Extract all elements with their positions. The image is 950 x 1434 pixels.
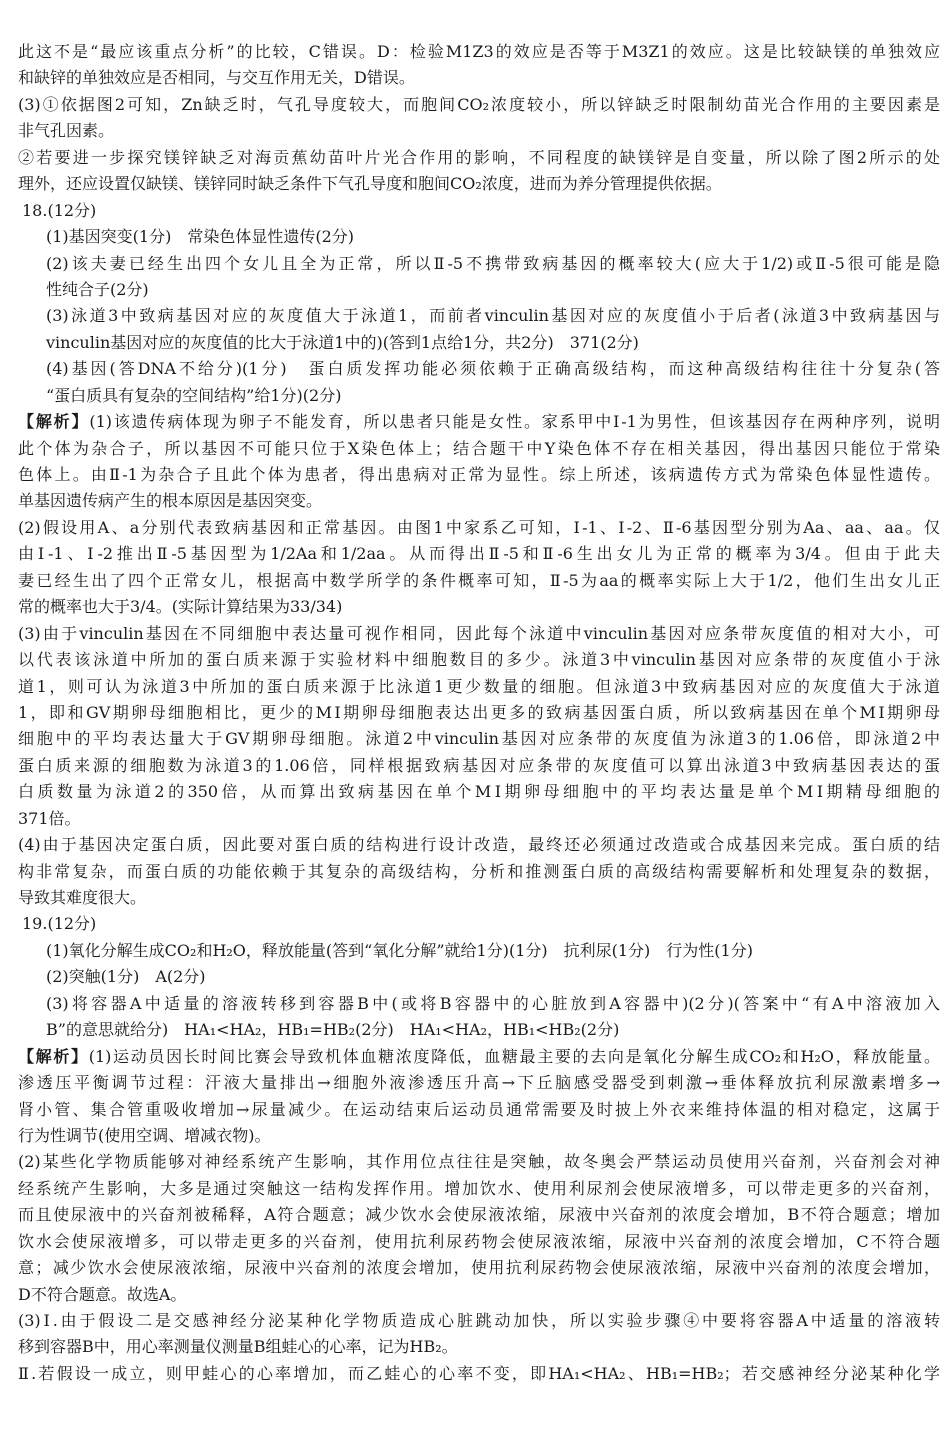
answer-line: (1)氧化分解生成CO₂和H₂O，释放能量(答到“氧化分解”就给1分)(1分) 抗利尿(1分) 行为性(1分) [46,940,753,960]
text-line: 和缺锌的单独效应是否相同，与交互作用无关，D错误。 [18,68,415,88]
question-heading: 18.(12分) [22,200,97,220]
analysis-label: 【解析】 [18,412,90,432]
text-line: ②若要进一步探究镁锌缺乏对海贡蕉幼苗叶片光合作用的影响，不同程度的缺镁锌是自变量，所以除了图2所示的处 [18,147,940,167]
analysis-label: 【解析】 [18,1046,89,1066]
text-line: 由Ⅰ-1、Ⅰ-2推出Ⅱ-5基因型为1/2Aa和1/2aa。从而得出Ⅱ-5和Ⅱ-6生出女儿为正常的概率为3/4。但由于此夫 [18,544,940,564]
answer-line: (4)基因(答DNA不给分)(1分) 蛋白质发挥功能必须依赖于正确高级结构，而这种高级结构往往十分复杂(答 [46,359,940,379]
text-line: 1，即和GV期卵母细胞相比，更少的MⅠ期卵母细胞表达出更多的致病基因蛋白质，所以致病基因在单个MⅠ期卵母 [18,702,940,722]
text-line: Ⅱ.若假设一成立，则甲蛙心的心率增加，而乙蛙心的心率不变，即HA₁<HA₂、HB₁=HB₂；若交感神经分泌某种化学 [18,1363,940,1383]
text-line: 意；减少饮水会使尿液浓缩，尿液中兴奋剂的浓度会增加，使用抗利尿药物会使尿液浓缩，尿液中兴奋剂的浓度会增加， [18,1258,940,1278]
analysis-line [18,409,940,435]
answer-line: (3)泳道3中致病基因对应的灰度值大于泳道1，而前者vinculin基因对应的灰度值小于后者(泳道3中致病基因与 [46,306,940,326]
text-line: 移到容器B中，用心率测量仪测量B组蛙心的心率，记为HB₂。 [18,1337,458,1357]
text-line: 经系统产生影响，大多是通过突触这一结构发挥作用。增加饮水、使用利尿剂会使尿液增多，可以带走更多的兴奋剂， [18,1178,940,1198]
text-line: D不符合题意。故选A。 [18,1284,187,1304]
text-line: 肾小管、集合管重吸收增加→尿量减少。在运动结束后运动员通常需要及时披上外衣来维持体温的相对稳定，这属于 [18,1099,940,1119]
text-line: (3)①依据图2可知，Zn缺乏时，气孔导度较大，而胞间CO₂浓度较小，所以锌缺乏时限制幼苗光合作用的主要因素是 [18,94,940,114]
answer-line: vinculin基因对应的灰度值的比大于泳道1中的)(答到1点给1分，共2分) 371(2分) [46,332,639,352]
text-line: 单基因遗传病产生的根本原因是基因突变。 [18,491,323,511]
text-line: 理外，还应设置仅缺镁、镁锌同时缺乏条件下气孔导度和胞间CO₂浓度，进而为养分管理提供依据。 [18,174,722,194]
text-line: 色体上。由Ⅱ-1为杂合子且此个体为患者，得出患病对正常为显性。综上所述，该病遗传方式为常染色体显性遗传。 [18,465,940,484]
text-line: 371倍。 [18,808,81,828]
text-line: 白质数量为泳道2的350倍，从而算出致病基因在单个MⅠ期卵母细胞中的平均表达量是单个MⅠ期精母细胞的 [18,782,940,802]
text-line: 导致其难度很大。 [18,888,147,907]
text-line: 常的概率也大于3/4。(实际计算结果为33/34) [18,597,343,617]
text-line: 细胞中的平均表达量大于GV期卵母细胞。泳道2中vinculin基因对应条带的灰度值为泳道3的1.06倍，即泳道2中 [18,729,940,749]
answer-line: B”的意思就给分) HA₁<HA₂，HB₁=HB₂(2分) HA₁<HA₂，HB₁<HB₂(2分) [46,1020,620,1040]
text-line: (3)由于vinculin基因在不同细胞中表达量可视作相同，因此每个泳道中vinculin基因对应条带灰度值的相对大小，可 [18,623,940,643]
text-line: (2)假设用A、a分别代表致病基因和正常基因。由图1中家系乙可知，Ⅰ-1、Ⅰ-2、Ⅱ-6基因型分别为Aa、aa、aa。仅 [18,517,940,537]
question-heading: 19.(12分) [22,914,97,934]
answer-line: 性纯合子(2分) [46,279,149,299]
text-line: 而且使尿液中的兴奋剂被稀释，A符合题意；减少饮水会使尿液浓缩，尿液中兴奋剂的浓度会增加，B不符合题意；增加 [18,1205,940,1225]
analysis-line [18,1044,940,1070]
text-line: 以代表该泳道中所加的蛋白质来源于实验材料中细胞数目的多少。泳道3中vinculin基因对应条带的灰度值小于泳 [18,650,940,670]
answer-line: (2)该夫妻已经生出四个女儿且全为正常，所以Ⅱ-5不携带致病基因的概率较大(应大于1/2)或Ⅱ-5很可能是隐 [46,253,940,273]
text-line: (3)Ⅰ.由于假设二是交感神经分泌某种化学物质造成心脏跳动加快，所以实验步骤④中要将容器A中适量的溶液转 [18,1311,940,1330]
text-line: 非气孔因素。 [18,121,115,141]
answer-line: “蛋白质具有复杂的空间结构”给1分)(2分) [46,385,342,405]
text-line: 此这不是“最应该重点分析”的比较，C错误。D：检验M1Z3的效应是否等于M3Z1的效应。这是比较缺镁的单独效应 [18,42,940,61]
text-line: 此个体为杂合子，所以基因不可能只位于X染色体上；结合题干中Y染色体不存在相关基因，得出基因只能位于常染 [18,438,940,458]
analysis-text: (1)该遗传病体现为卵子不能发育，所以患者只能是女性。家系甲中Ⅰ-1为男性，但该基因存在两种序列，说明 [89,412,940,432]
text-line: 饮水会使尿液增多，可以带走更多的兴奋剂，使用抗利尿药物会使尿液浓缩，尿液中兴奋剂的浓度会增加，C不符合题 [18,1231,940,1251]
text-line: (4)由于基因决定蛋白质，因此要对蛋白质的结构进行设计改造，最终还必须通过改造或合成基因来完成。蛋白质的结 [18,835,940,855]
text-line: 行为性调节(使用空调、增减衣物)。 [18,1125,271,1145]
answer-line: (2)突触(1分) A(2分) [46,967,206,987]
answer-line: (1)基因突变(1分) 常染色体显性遗传(2分) [46,227,354,247]
answer-line: (3)将容器A中适量的溶液转移到容器B中(或将B容器中的心脏放到A容器中)(2分)(答案中“有A中溶液加入 [46,993,940,1013]
text-line: 渗透压平衡调节过程：汗液大量排出→细胞外液渗透压升高→下丘脑感受器受到刺激→垂体释放抗利尿激素增多→ [18,1073,940,1093]
text-line: (2)某些化学物质能够对神经系统产生影响，其作用位点往往是突触，故冬奥会严禁运动员使用兴奋剂，兴奋剂会对神 [18,1152,940,1172]
text-line: 道1，则可认为泳道3中所加的蛋白质来源于比泳道1更少数量的细胞。但泳道3中致病基因对应的灰度值大于泳道 [18,676,940,696]
text-line: 妻已经生出了四个正常女儿，根据高中数学所学的条件概率可知，Ⅱ-5为aa的概率实际上大于1/2，他们生出女儿正 [18,570,940,590]
analysis-text: (1)运动员因长时间比赛会导致机体血糖浓度降低，血糖最主要的去向是氧化分解生成CO₂和H₂O，释放能量。 [88,1046,940,1066]
document-page [18,39,940,1387]
text-line: 构非常复杂，而蛋白质的功能依赖于其复杂的高级结构，分析和推测蛋白质的高级结构需要解析和处理复杂的数据， [18,861,940,881]
text-line: 蛋白质来源的细胞数为泳道3的1.06倍，同样根据致病基因对应条带的灰度值可以算出泳道3中致病基因表达的蛋 [18,755,940,775]
